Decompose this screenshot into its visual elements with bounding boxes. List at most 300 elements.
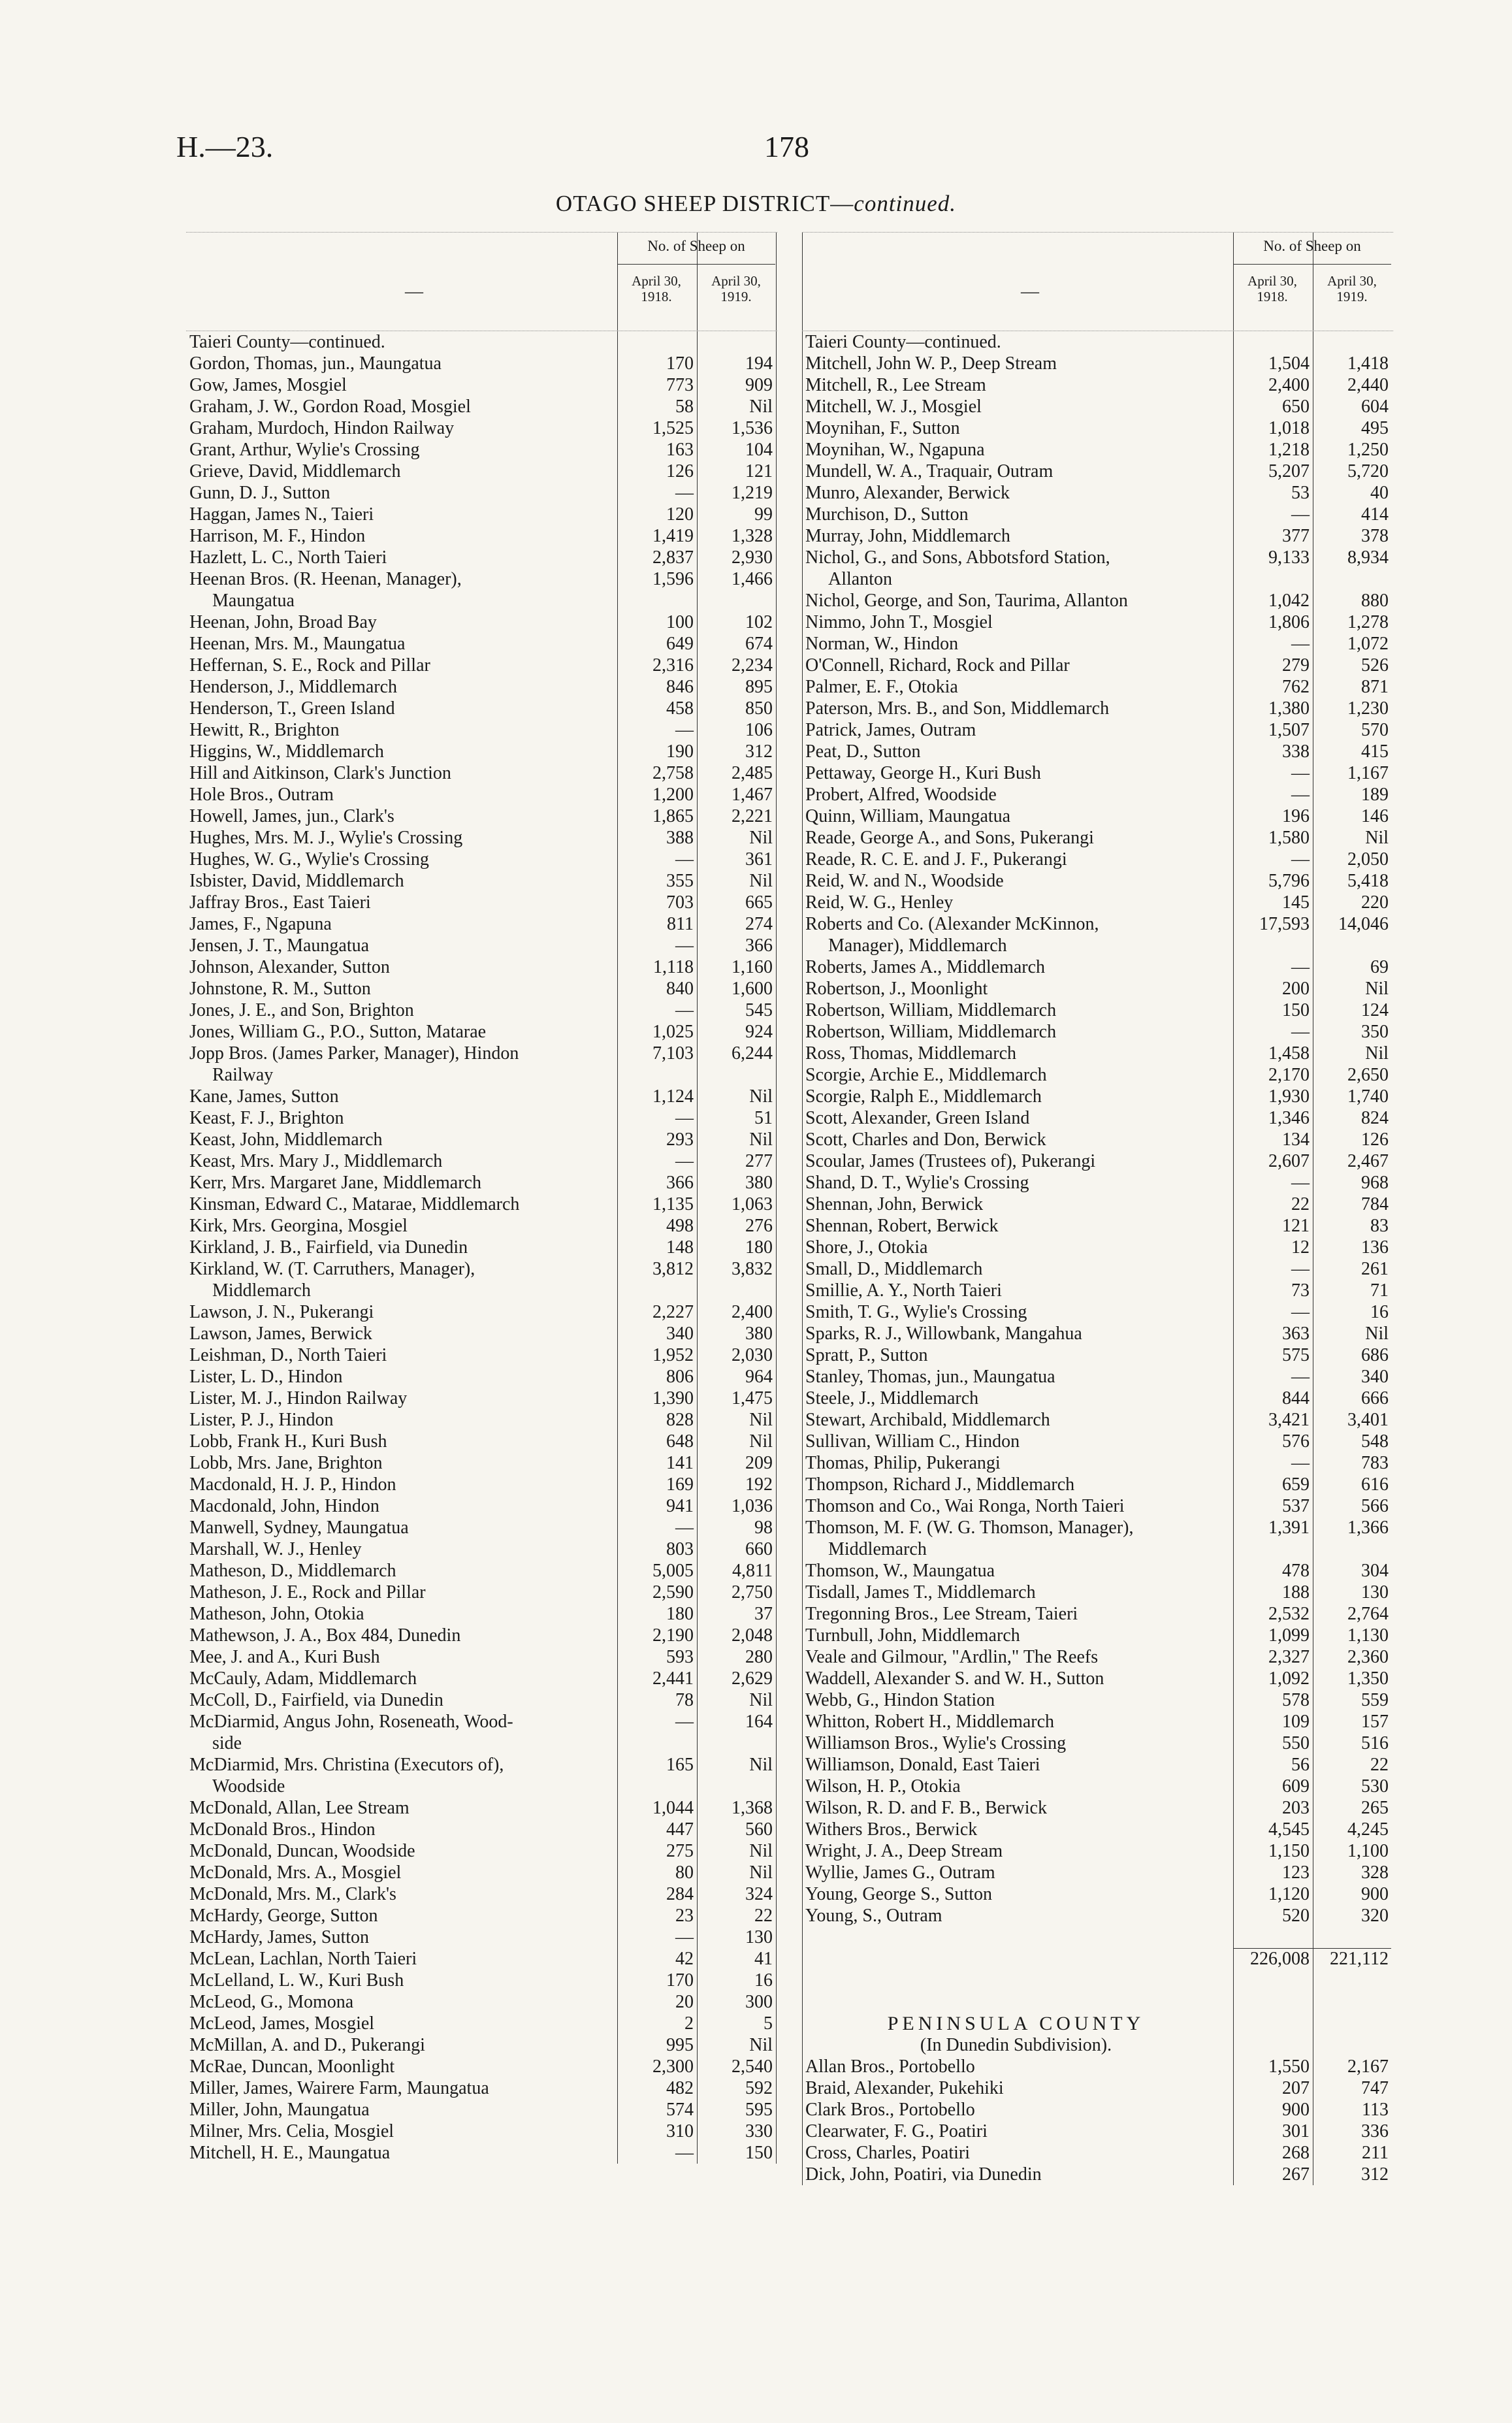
sheep-1918: 576	[1282, 1431, 1310, 1452]
sheep-1919: 2,050	[1347, 849, 1389, 870]
owner-name: Middlemarch	[212, 1280, 311, 1301]
table-row	[802, 1043, 1393, 1064]
sheep-1918: —	[1291, 956, 1310, 977]
sheep-on-header: No. of Sheep on	[1263, 238, 1361, 254]
owner-name: Hole Bros., Outram	[189, 784, 334, 805]
sheep-1918: —	[675, 1150, 694, 1171]
sheep-1919: 895	[745, 676, 773, 697]
table-row	[186, 1905, 777, 1927]
table-row	[186, 2142, 777, 2164]
sheep-1919: 545	[745, 1000, 773, 1020]
sheep-1919: 211	[1362, 2142, 1389, 2163]
sheep-1918: —	[675, 935, 694, 956]
owner-name: McCauly, Adam, Middlemarch	[189, 1668, 417, 1689]
sheep-1918: 5,207	[1268, 461, 1310, 481]
sheep-1918: 12	[1291, 1237, 1310, 1258]
sheep-1919: Nil	[1365, 827, 1389, 848]
sheep-1919: 968	[1361, 1172, 1389, 1193]
sheep-1918: 537	[1282, 1495, 1310, 1516]
table-row	[186, 978, 777, 1000]
sheep-1919: 69	[1370, 956, 1389, 977]
sheep-1918: 806	[666, 1366, 694, 1387]
table-row	[802, 978, 1393, 1000]
owner-name: Matheson, D., Middlemarch	[189, 1560, 396, 1581]
owner-name: Manager), Middlemarch	[828, 935, 1007, 956]
sheep-1919: 164	[745, 1711, 773, 1732]
table-row	[802, 1344, 1393, 1366]
owner-name: Keast, Mrs. Mary J., Middlemarch	[189, 1150, 443, 1171]
sheep-1919: 98	[754, 1517, 773, 1538]
sheep-1918: 803	[666, 1538, 694, 1559]
owner-name: Hazlett, L. C., North Taieri	[189, 547, 387, 568]
district-continued: continued.	[854, 191, 957, 216]
sheep-1919: 104	[745, 439, 773, 460]
table-row	[802, 1000, 1393, 1021]
table-row	[186, 1538, 777, 1560]
owner-name: Mundell, W. A., Traquair, Outram	[805, 461, 1054, 481]
owner-name: Norman, W., Hindon	[805, 633, 959, 654]
table-row	[802, 1711, 1393, 1732]
sheep-1918: 169	[666, 1474, 694, 1495]
owner-name: Howell, James, jun., Clark's	[189, 805, 394, 826]
sheep-1919: Nil	[749, 1840, 773, 1861]
owner-name: Mitchell, John W. P., Deep Stream	[805, 353, 1057, 374]
sheep-1918: 123	[1282, 1862, 1310, 1883]
owner-name: Young, S., Outram	[805, 1905, 942, 1926]
sheep-1918: —	[1291, 849, 1310, 870]
table-row	[186, 2077, 777, 2099]
table-row	[802, 827, 1393, 849]
right-column	[802, 232, 1393, 2185]
owner-name: Reid, W. and N., Woodside	[805, 870, 1004, 891]
owner-name: Nimmo, John T., Mosgiel	[805, 611, 993, 632]
sheep-1918: 1,380	[1268, 698, 1310, 719]
table-row	[802, 504, 1393, 525]
sheep-1919: 113	[1362, 2099, 1389, 2120]
owner-name: Mitchell, H. E., Maungatua	[189, 2142, 391, 2163]
owner-name: Gordon, Thomas, jun., Maungatua	[189, 353, 442, 374]
sheep-1918: 20	[675, 1991, 694, 2012]
sheep-1918: —	[1291, 1021, 1310, 1042]
owner-name: Waddell, Alexander S. and W. H., Sutton	[805, 1668, 1104, 1689]
sheep-1919: 221,112	[1312, 1948, 1391, 1970]
owner-name: Thomson and Co., Wai Ronga, North Taieri	[805, 1495, 1125, 1516]
owner-name: Haggan, James N., Taieri	[189, 504, 374, 525]
col-1918-header: April 30, 1918.	[1247, 273, 1297, 304]
sheep-1918: 1,580	[1268, 827, 1310, 848]
table-row	[802, 1625, 1393, 1646]
sheep-1918: 1,390	[652, 1388, 694, 1408]
owner-name: Thomson, M. F. (W. G. Thomson, Manager),	[805, 1517, 1134, 1538]
owner-name: O'Connell, Richard, Rock and Pillar	[805, 655, 1070, 675]
table-row	[802, 741, 1393, 762]
sheep-1918: 7,103	[652, 1043, 694, 1064]
table-row	[802, 2121, 1393, 2142]
owner-name: Maungatua	[212, 590, 295, 611]
sheep-1918: 995	[666, 2034, 694, 2055]
table-row	[186, 611, 777, 633]
table-row	[802, 1129, 1393, 1150]
owner-name: Lister, P. J., Hindon	[189, 1409, 334, 1430]
table-row	[802, 1086, 1393, 1107]
owner-name: Johnson, Alexander, Sutton	[189, 956, 390, 977]
table-row	[186, 1991, 777, 2013]
district-title	[0, 191, 1512, 217]
owner-name: Lawson, James, Berwick	[189, 1323, 372, 1344]
sheep-1919: 595	[745, 2099, 773, 2120]
sheep-1919: 2,764	[1347, 1603, 1389, 1624]
sheep-1918: 126	[666, 461, 694, 481]
owner-name: Thomson, W., Maungatua	[805, 1560, 995, 1581]
sheep-1918: 1,419	[652, 525, 694, 546]
owner-name: Palmer, E. F., Otokia	[805, 676, 958, 697]
report-code: H.—23.	[176, 130, 274, 163]
owner-name: Patrick, James, Outram	[805, 719, 976, 740]
sheep-1919: 4,811	[732, 1560, 773, 1581]
sheep-1918: 355	[666, 870, 694, 891]
sheep-1918: 1,135	[652, 1194, 694, 1214]
sheep-1918: —	[675, 1517, 694, 1538]
sheep-1918: —	[1291, 1452, 1310, 1473]
owner-name: Pettaway, George H., Kuri Bush	[805, 762, 1041, 783]
sheep-1919: Nil	[749, 2034, 773, 2055]
owner-name: Nichol, G., and Sons, Abbotsford Station,	[805, 547, 1110, 568]
owner-name: Mitchell, R., Lee Stream	[805, 374, 986, 395]
sheep-1919: 312	[1361, 2164, 1389, 2185]
sheep-1918: 188	[1282, 1582, 1310, 1602]
owner-name: Williamson Bros., Wylie's Crossing	[805, 1732, 1067, 1753]
sheep-1919: 2,485	[732, 762, 773, 783]
page-number: 178	[764, 130, 809, 163]
owner-name: McDonald, Mrs. A., Mosgiel	[189, 1862, 402, 1883]
owner-name: Braid, Alexander, Pukehiki	[805, 2077, 1004, 2098]
sheep-1919: 8,934	[1347, 547, 1389, 568]
sheep-1919: 320	[1361, 1905, 1389, 1926]
sheep-1919: 276	[745, 1215, 773, 1236]
sheep-1918: 650	[1282, 396, 1310, 417]
sheep-1919: 530	[1361, 1776, 1389, 1797]
sheep-1919: 548	[1361, 1431, 1389, 1452]
table-row	[186, 1172, 777, 1194]
sheep-1918: 1,346	[1268, 1107, 1310, 1128]
sheep-1919: 126	[1361, 1129, 1389, 1150]
sheep-1918: 207	[1282, 2077, 1310, 2098]
sheep-1919: 2,167	[1347, 2056, 1389, 2077]
table-row	[186, 2013, 777, 2034]
sheep-1919: 304	[1361, 1560, 1389, 1581]
owner-name: Lister, M. J., Hindon Railway	[189, 1388, 408, 1408]
owner-name: McHardy, James, Sutton	[189, 1927, 370, 1947]
sheep-1918: 226,008	[1233, 1948, 1312, 1970]
owner-name: Miller, James, Wairere Farm, Maungatua	[189, 2077, 489, 2098]
table-row	[186, 849, 777, 870]
sheep-1919: Nil	[749, 1409, 773, 1430]
owner-name: Withers Bros., Berwick	[805, 1819, 978, 1840]
sheep-1918: 811	[667, 913, 694, 934]
table-row	[802, 655, 1393, 676]
table-row	[802, 1107, 1393, 1129]
table-row	[186, 396, 777, 417]
sheep-1918: 1,042	[1268, 590, 1310, 611]
owner-name: Wyllie, James G., Outram	[805, 1862, 995, 1883]
sheep-1918: 2,170	[1268, 1064, 1310, 1085]
sheep-1919: 747	[1361, 2077, 1389, 2098]
sheep-1918: 388	[666, 827, 694, 848]
owner-name: Hughes, W. G., Wylie's Crossing	[189, 849, 429, 870]
table-row	[802, 2164, 1393, 2185]
sheep-1919: 2,750	[732, 1582, 773, 1602]
sheep-1918: 2,327	[1268, 1646, 1310, 1667]
owner-name: James, F., Ngapuna	[189, 913, 332, 934]
table-row	[802, 1021, 1393, 1043]
table-row	[802, 1323, 1393, 1344]
sheep-1919: 850	[745, 698, 773, 719]
sheep-1918: 366	[666, 1172, 694, 1193]
sheep-1918: 42	[675, 1948, 694, 1969]
table-row	[186, 1625, 777, 1646]
table-row	[802, 1366, 1393, 1388]
sheep-1918: 550	[1282, 1732, 1310, 1753]
table-row	[802, 525, 1393, 547]
sheep-1919: 124	[1361, 1000, 1389, 1020]
owner-name: Nichol, George, and Son, Taurima, Allanton	[805, 590, 1128, 611]
table-row	[186, 1064, 777, 1086]
owner-name: Henderson, T., Green Island	[189, 698, 395, 719]
sheep-1919: 2,221	[732, 805, 773, 826]
sheep-1919: 784	[1361, 1194, 1389, 1214]
owner-name: Reade, R. C. E. and J. F., Pukerangi	[805, 849, 1067, 870]
sheep-1919: 40	[1370, 482, 1389, 503]
table-row	[186, 827, 777, 849]
sheep-1918: —	[1291, 1172, 1310, 1193]
sheep-1919: 16	[754, 1970, 773, 1991]
sheep-1919: 192	[745, 1474, 773, 1495]
table-row	[186, 1711, 777, 1732]
table-row	[186, 762, 777, 784]
table-row	[802, 374, 1393, 396]
sheep-1918: 478	[1282, 1560, 1310, 1581]
sheep-1919: Nil	[749, 1754, 773, 1775]
sheep-1918: 1,806	[1268, 611, 1310, 632]
sheep-1918: 649	[666, 633, 694, 654]
owner-name: McHardy, George, Sutton	[189, 1905, 378, 1926]
sheep-1919: 150	[745, 2142, 773, 2163]
sheep-1919: 300	[745, 1991, 773, 2012]
sheep-1919: 880	[1361, 590, 1389, 611]
sheep-1918: 1,507	[1268, 719, 1310, 740]
owner-name: Kirkland, W. (T. Carruthers, Manager),	[189, 1258, 475, 1279]
sheep-1918: 22	[1291, 1194, 1310, 1214]
owner-name: Heffernan, S. E., Rock and Pillar	[189, 655, 430, 675]
sheep-1918: 190	[666, 741, 694, 762]
sheep-1919: 5,418	[1347, 870, 1389, 891]
col-1918-header: April 30, 1918.	[632, 273, 681, 304]
sheep-1919: 604	[1361, 396, 1389, 417]
owner-name: Hill and Aitkinson, Clark's Junction	[189, 762, 451, 783]
sheep-1919: 1,366	[1347, 1517, 1389, 1538]
table-row	[186, 1797, 777, 1819]
table-row	[802, 1150, 1393, 1172]
table-row	[802, 805, 1393, 827]
sheep-1918: 2,758	[652, 762, 694, 783]
table-row	[802, 1495, 1393, 1517]
sheep-1918: 1,150	[1268, 1840, 1310, 1861]
owner-name: Grieve, David, Middlemarch	[189, 461, 401, 481]
left-table-body	[186, 331, 777, 2164]
table-row	[186, 374, 777, 396]
total-row	[802, 1948, 1393, 1970]
left-table-head	[186, 232, 777, 331]
table-row	[186, 482, 777, 504]
sheep-1918: 120	[666, 504, 694, 525]
sheep-1919: 1,467	[732, 784, 773, 805]
owner-name: Scorgie, Ralph E., Middlemarch	[805, 1086, 1042, 1107]
owner-name: Macdonald, John, Hindon	[189, 1495, 379, 1516]
sheep-1918: 100	[666, 611, 694, 632]
owner-name: McDonald, Duncan, Woodside	[189, 1840, 415, 1861]
sheep-1918: 279	[1282, 655, 1310, 675]
sheep-1919: Nil	[749, 827, 773, 848]
owner-name: Robertson, J., Moonlight	[805, 978, 988, 999]
owner-name: Lawson, J. N., Pukerangi	[189, 1301, 374, 1322]
owner-name: Isbister, David, Middlemarch	[189, 870, 404, 891]
sheep-1919: 1,466	[732, 568, 773, 589]
sheep-1919: 1,036	[732, 1495, 773, 1516]
sheep-1919: 616	[1361, 1474, 1389, 1495]
table-row	[802, 1732, 1393, 1754]
owner-name: Robertson, William, Middlemarch	[805, 1000, 1057, 1020]
sheep-1918: 2,532	[1268, 1603, 1310, 1624]
sheep-1919: Nil	[1365, 978, 1389, 999]
table-row	[186, 935, 777, 956]
owner-name: Miller, John, Maungatua	[189, 2099, 370, 2120]
sheep-1919: 22	[1370, 1754, 1389, 1775]
sheep-1918: 648	[666, 1431, 694, 1452]
table-row	[802, 1538, 1393, 1560]
sheep-1919: 666	[1361, 1388, 1389, 1408]
sheep-1918: 575	[1282, 1344, 1310, 1365]
table-row	[186, 676, 777, 698]
sheep-1919: 1,418	[1347, 353, 1389, 374]
table-row	[186, 1150, 777, 1172]
table-row	[802, 870, 1393, 892]
sheep-1919: 99	[754, 504, 773, 525]
sheep-1919: 350	[1361, 1021, 1389, 1042]
sheep-1918: —	[1291, 762, 1310, 783]
sheep-1919: 559	[1361, 1689, 1389, 1710]
sheep-1919: 194	[745, 353, 773, 374]
owner-name: Quinn, William, Maungatua	[805, 805, 1011, 826]
owner-name: Jensen, J. T., Maungatua	[189, 935, 370, 956]
sheep-1919: 209	[745, 1452, 773, 1473]
table-row	[186, 655, 777, 676]
owner-name: Graham, J. W., Gordon Road, Mosgiel	[189, 396, 471, 417]
owner-name: McDiarmid, Mrs. Christina (Executors of),	[189, 1754, 504, 1775]
table-row	[802, 353, 1393, 374]
table-row	[802, 2099, 1393, 2121]
owner-name: Murchison, D., Sutton	[805, 504, 969, 525]
table-row	[186, 1452, 777, 1474]
owner-name: Matheson, J. E., Rock and Pillar	[189, 1582, 426, 1602]
owner-name: Higgins, W., Middlemarch	[189, 741, 384, 762]
sheep-1919: 41	[754, 1948, 773, 1969]
owner-name: McLean, Lachlan, North Taieri	[189, 1948, 417, 1969]
right-table-head	[802, 232, 1393, 331]
owner-name: Clearwater, F. G., Poatiri	[805, 2121, 988, 2141]
sheep-1919: 592	[745, 2077, 773, 2098]
sheep-1919: 83	[1370, 1215, 1389, 1236]
owner-name: Middlemarch	[828, 1538, 927, 1559]
table-row	[802, 1452, 1393, 1474]
sheep-1919: 1,072	[1347, 633, 1389, 654]
sheep-1918: 1,218	[1268, 439, 1310, 460]
table-row	[802, 439, 1393, 461]
table-row	[186, 2034, 777, 2056]
sheep-1918: 3,421	[1268, 1409, 1310, 1430]
table-row	[186, 2121, 777, 2142]
sheep-1918: 363	[1282, 1323, 1310, 1344]
sheep-1919: 924	[745, 1021, 773, 1042]
col-1919-header: April 30, 1919.	[1327, 273, 1377, 304]
sheep-1918: 1,550	[1268, 2056, 1310, 2077]
table-row	[802, 1819, 1393, 1840]
owner-name: Scott, Alexander, Green Island	[805, 1107, 1030, 1128]
table-row	[802, 482, 1393, 504]
sheep-1919: 2,234	[732, 655, 773, 675]
owner-name: Smith, T. G., Wylie's Crossing	[805, 1301, 1027, 1322]
owner-name: Ross, Thomas, Middlemarch	[805, 1043, 1017, 1064]
owner-name: Reade, George A., and Sons, Pukerangi	[805, 827, 1094, 848]
table-row	[802, 1172, 1393, 1194]
owner-name: McMillan, A. and D., Pukerangi	[189, 2034, 425, 2055]
sheep-1918: 58	[675, 396, 694, 417]
owner-name: Dick, John, Poatiri, via Dunedin	[805, 2164, 1042, 2185]
owner-name: Tregonning Bros., Lee Stream, Taieri	[805, 1603, 1078, 1624]
sheep-1919: 37	[754, 1603, 773, 1624]
sheep-1918: 458	[666, 698, 694, 719]
table-row	[186, 1560, 777, 1582]
sheep-1919: 5,720	[1347, 461, 1389, 481]
sheep-1919: 130	[1361, 1582, 1389, 1602]
sheep-1919: 220	[1361, 892, 1389, 913]
owner-name: Kerr, Mrs. Margaret Jane, Middlemarch	[189, 1172, 481, 1193]
sheep-1919: 415	[1361, 741, 1389, 762]
table-row	[186, 439, 777, 461]
owner-name: PENINSULA COUNTY	[887, 2012, 1145, 2034]
owner-name: Veale and Gilmour, "Ardlin," The Reefs	[805, 1646, 1099, 1667]
sheep-1918: 941	[666, 1495, 694, 1516]
sheep-1918: 773	[666, 374, 694, 395]
sheep-1918: 5,796	[1268, 870, 1310, 891]
sheep-1919: 783	[1361, 1452, 1389, 1473]
table-row	[802, 1301, 1393, 1323]
sheep-1918: 170	[666, 1970, 694, 1991]
sheep-1919: 378	[1361, 525, 1389, 546]
sheep-1918: 275	[666, 1840, 694, 1861]
sheep-1919: 180	[745, 1237, 773, 1258]
sheep-1918: —	[675, 1000, 694, 1020]
owner-name: Shand, D. T., Wylie's Crossing	[805, 1172, 1029, 1193]
sheep-1918: —	[1291, 504, 1310, 525]
sheep-1919: 2,440	[1347, 374, 1389, 395]
owner-name: Manwell, Sydney, Maungatua	[189, 1517, 409, 1538]
sheep-1918: 293	[666, 1129, 694, 1150]
sheep-1919: 14,046	[1338, 913, 1389, 934]
table-row	[186, 1646, 777, 1668]
sheep-1918: 203	[1282, 1797, 1310, 1818]
sheep-1919: 674	[745, 633, 773, 654]
owner-name: Hughes, Mrs. M. J., Wylie's Crossing	[189, 827, 463, 848]
